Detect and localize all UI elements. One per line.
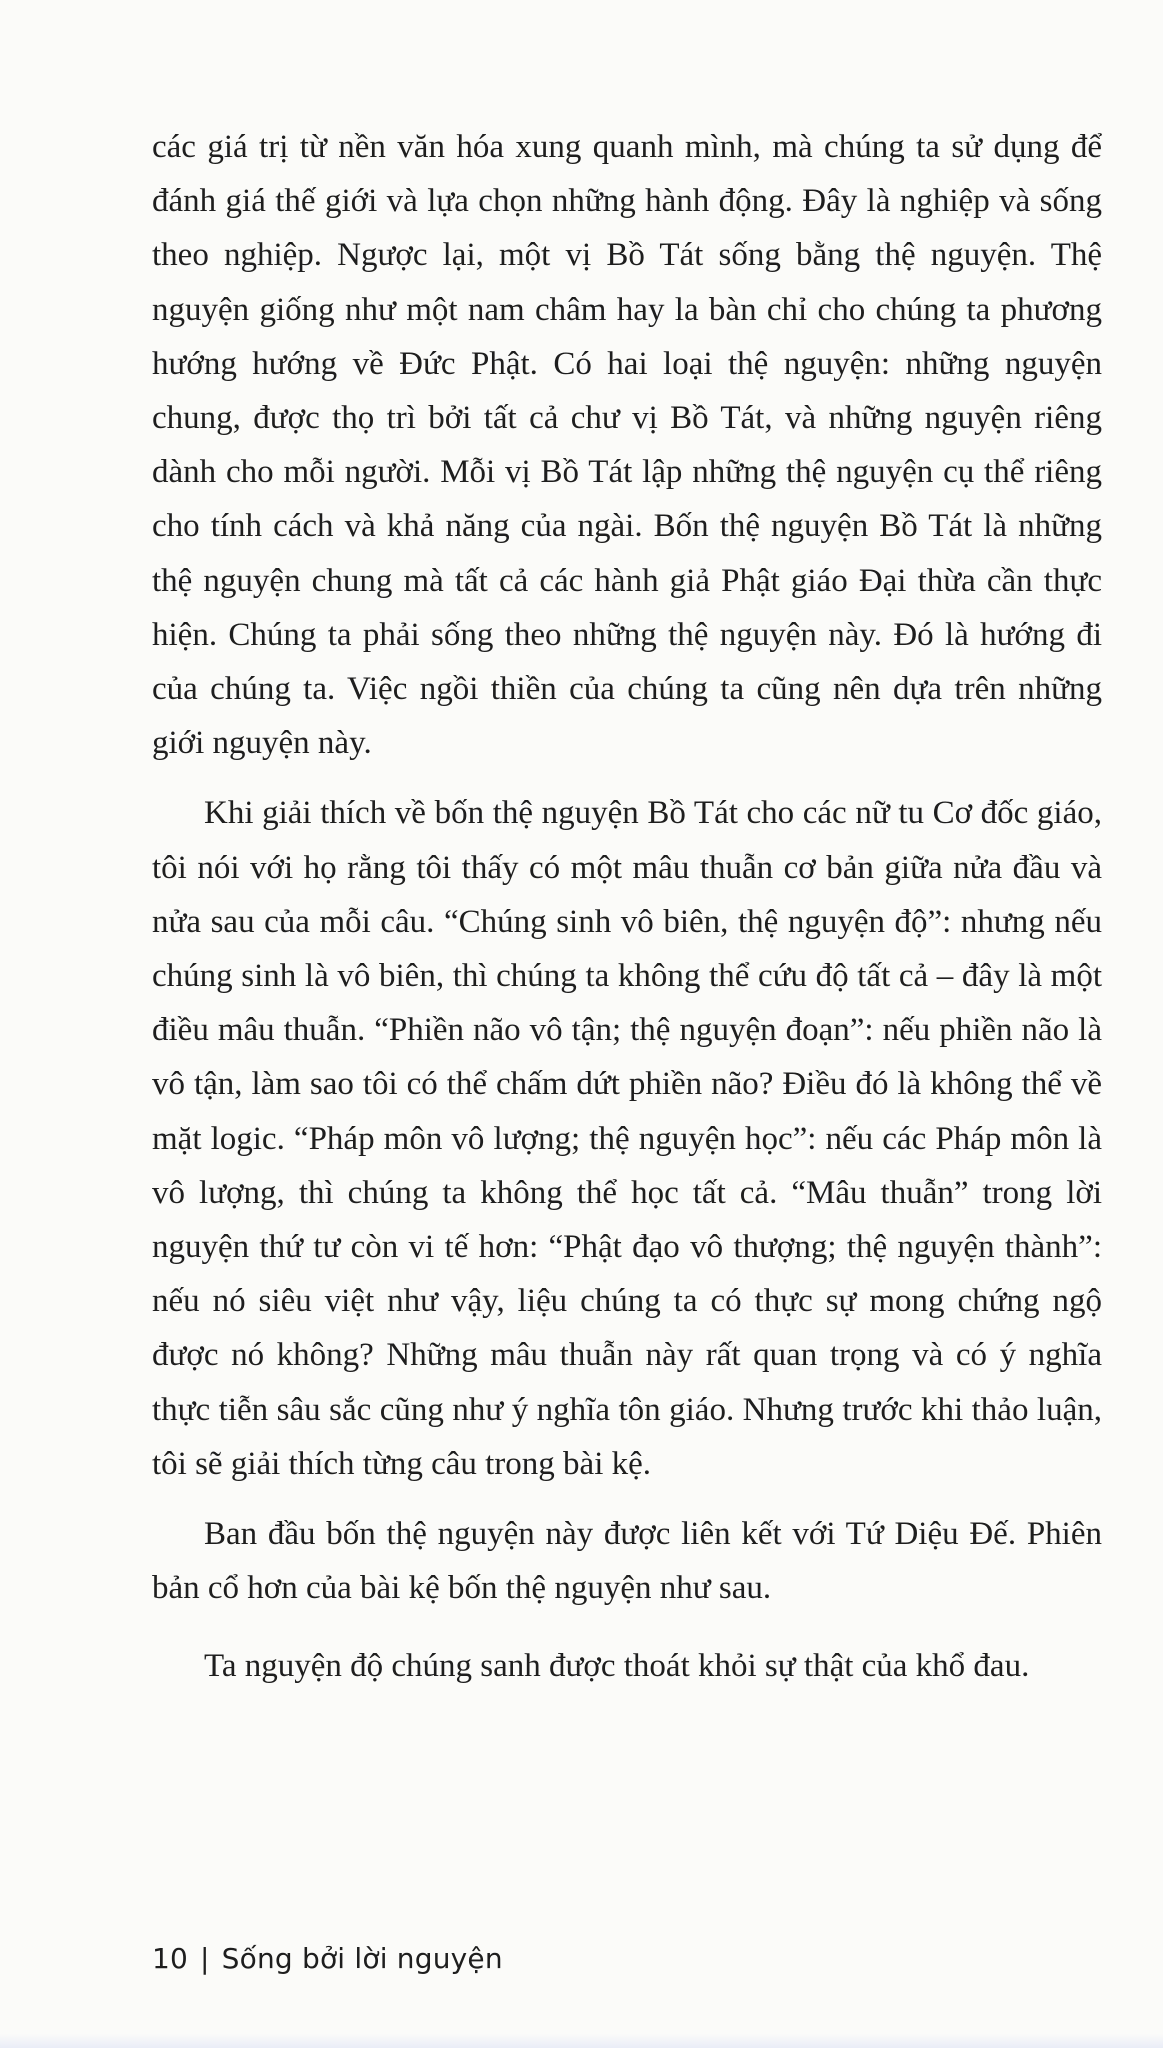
footer-separator: | [200,1942,210,1975]
verse-quote: Ta nguyện độ chúng sanh được thoát khỏi sự thật của khổ đau. [204,1648,1030,1685]
page-footer [152,1942,503,1975]
page-edge [0,2034,1163,2048]
paragraph-2: Khi giải thích về bốn thệ nguyện Bồ Tát cho các nữ tu Cơ đốc giáo, tôi nói với họ rằng tôi thấy có một mâu thuẫn cơ bản giữa nửa đầu và nửa sau của mỗi câu. “Chúng sinh vô biên, thệ nguyện độ”: nhưng nếu chúng sinh là vô biên, thì chúng ta không thể cứu độ tất cả – đây là một điều mâu thuẫn. “Phiền não vô tận; thệ nguyện đoạn”: nếu phiền não là vô tận, làm sao tôi có thể chấm dứt phiền não? Điều đó là không thể về mặt logic. “Pháp môn vô lượng; thệ nguyện học”: nếu các Pháp môn là vô lượng, thì chúng ta không thể học tất cả. “Mâu thuẫn” trong lời nguyện thứ tư còn vi tế hơn: “Phật đạo vô thượng; thệ nguyện thành”: nếu nó siêu việt như vậy, liệu chúng ta có thực sự mong chứng ngộ được nó không? Những mâu thuẫn này rất quan trọng và có ý nghĩa thực tiễn sâu sắc cũng như ý nghĩa tôn giáo. Nhưng trước khi thảo luận, tôi sẽ giải thích từng câu trong bài kệ. [152,795,1102,1482]
page-body [152,120,1102,1694]
paragraph-1: các giá trị từ nền văn hóa xung quanh mình, mà chúng ta sử dụng để đánh giá thế giới và lựa chọn những hành động. Đây là nghiệp và sống theo nghiệp. Ngược lại, một vị Bồ Tát sống bằng thệ nguyện. Thệ nguyện giống như một nam châm hay la bàn chỉ cho chúng ta phương hướng hướng về Đức Phật. Có hai loại thệ nguyện: những nguyện chung, được thọ trì bởi tất cả chư vị Bồ Tát, và những nguyện riêng dành cho mỗi người. Mỗi vị Bồ Tát lập những thệ nguyện cụ thể riêng cho tính cách và khả năng của ngài. Bốn thệ nguyện Bồ Tát là những thệ nguyện chung mà tất cả các hành giả Phật giáo Đại thừa cần thực hiện. Chúng ta phải sống theo những thệ nguyện này. Đó là hướng đi của chúng ta. Việc ngồi thiền của chúng ta cũng nên dựa trên những giới nguyện này. [152,129,1102,762]
page-number: 10 [152,1942,189,1975]
paragraph-3: Ban đầu bốn thệ nguyện này được liên kết với Tứ Diệu Đế. Phiên bản cổ hơn của bài kệ bốn thệ nguyện như sau. [152,1516,1102,1607]
running-title: Sống bởi lời nguyện [221,1942,503,1975]
